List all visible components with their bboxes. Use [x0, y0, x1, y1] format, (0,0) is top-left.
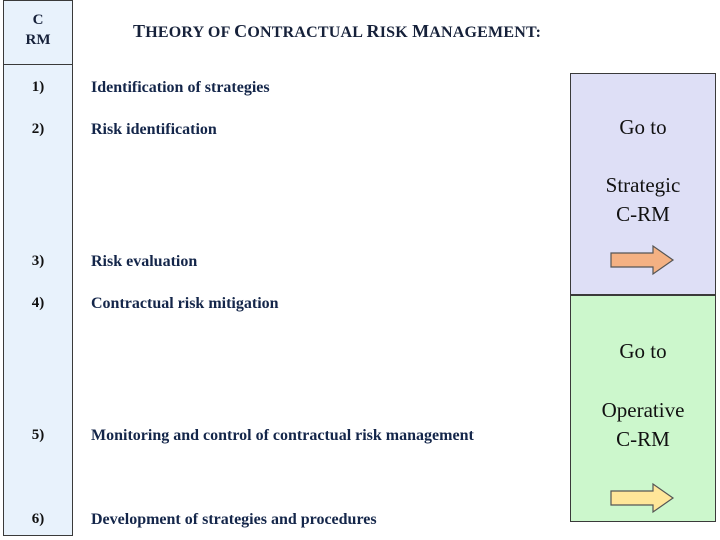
strategic-right-arrow-icon[interactable] [609, 244, 675, 276]
title-part: ONTRACTUAL [247, 24, 367, 41]
operative-crm: C-RM [616, 427, 670, 451]
step-label-5: Monitoring and control of contractual risk management [91, 427, 474, 444]
step-number-3: 3) [31, 253, 45, 269]
row-divider [3, 64, 73, 65]
operative-name: Operative [601, 398, 685, 422]
step-label-3: Risk evaluation [91, 253, 198, 270]
step-number-1: 1) [31, 79, 45, 95]
title-part: C [234, 21, 248, 41]
crm-label-line1: C [32, 12, 44, 28]
operative-go-to: Go to [619, 339, 667, 363]
title-part: ISK [379, 24, 413, 41]
title-part: T [133, 21, 146, 41]
crm-label-line2: RM [25, 32, 51, 48]
strategic-go-to: Go to [619, 115, 667, 139]
title-part: HEORY OF [145, 24, 235, 41]
step-label-4: Contractual risk mitigation [91, 295, 279, 312]
title-part: M [412, 21, 430, 41]
step-label-1: Identification of strategies [91, 79, 270, 96]
page-title [133, 21, 541, 42]
crm-label [3, 10, 73, 50]
operative-right-arrow-icon[interactable] [609, 482, 675, 514]
step-number-6: 6) [31, 511, 45, 527]
strategic-crm: C-RM [616, 202, 670, 226]
strategic-name: Strategic [605, 173, 681, 197]
step-number-4: 4) [31, 295, 45, 311]
step-label-2: Risk identification [91, 121, 217, 138]
step-number-5: 5) [31, 427, 45, 443]
step-number-2: 2) [31, 121, 45, 137]
title-part: ANAGEMENT: [429, 24, 542, 41]
step-label-6: Development of strategies and procedures [91, 511, 377, 528]
title-part: R [366, 21, 380, 41]
